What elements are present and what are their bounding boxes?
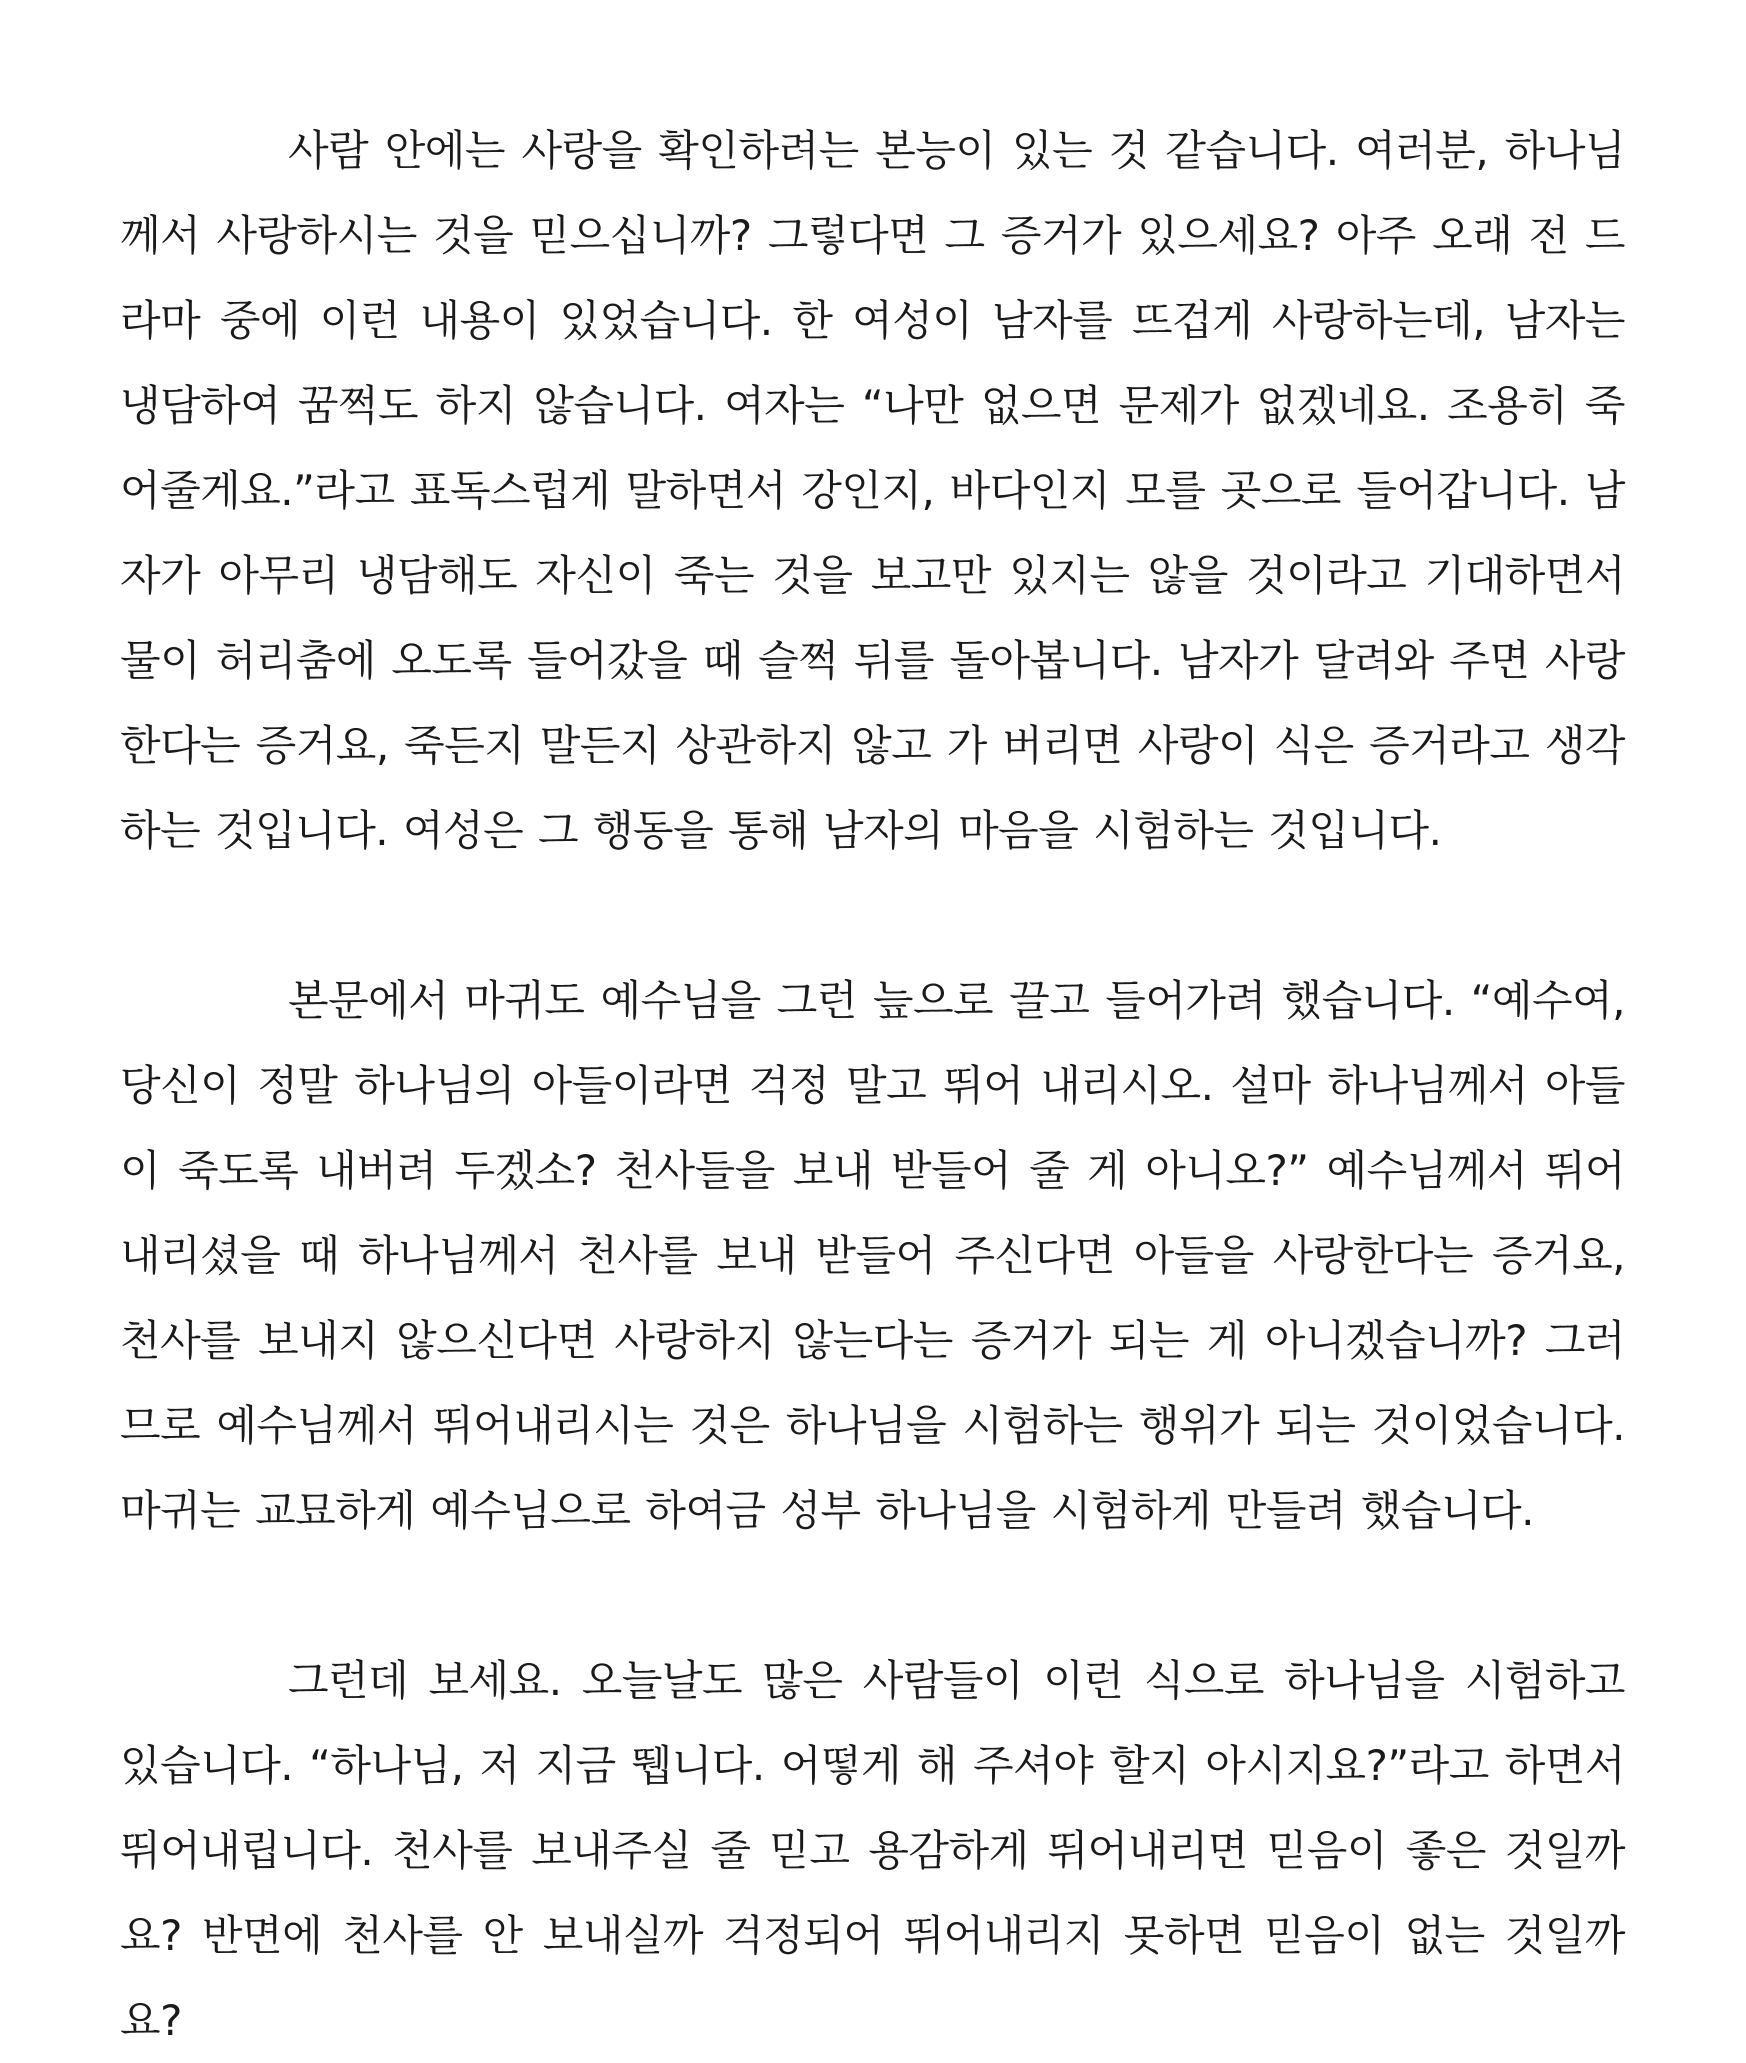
paragraph-1: 사람 안에는 사랑을 확인하려는 본능이 있는 것 같습니다. 여러분, 하나님께서 사랑하시는 것을 믿으십니까? 그렇다면 그 증거가 있으세요? 아주 오래 전 드라마 중에 이런 내용이 있었습니다. 한 여성이 남자를 뜨겁게 사랑하는데, 남자는 냉담하여 꿈쩍도 하지 않습니다. 여자는 “나만 없으면 문제가 없겠네요. 조용히 죽어줄게요.”라고 표독스럽게 말하면서 강인지, 바다인지 모를 곳으로 들어갑니다. 남자가 아무리 냉담해도 자신이 죽는 것을 보고만 있지는 않을 것이라고 기대하면서 물이 허리춤에 오도록 들어갔을 때 슬쩍 뒤를 돌아봅니다. 남자가 달려와 주면 사랑한다는 증거요, 죽든지 말든지 상관하지 않고 가 버리면 사랑이 식은 증거라고 생각하는 것입니다. 여성은 그 행동을 통해 남자의 마음을 시험하는 것입니다.: [120, 126, 1625, 855]
paragraph-3: 그런데 보세요. 오늘날도 많은 사람들이 이런 식으로 하나님을 시험하고 있습니다. “하나님, 저 지금 뛥니다. 어떻게 해 주셔야 할지 아시지요?”라고 하면서 뛰어내립니다. 천사를 보내주실 줄 믿고 용감하게 뛰어내리면 믿음이 좋은 것일까요? 반면에 천사를 안 보내실까 걱정되어 뛰어내리지 못하면 믿음이 없는 것일까요?: [120, 1656, 1625, 2045]
document-page: [120, 108, 1625, 2063]
paragraph-2: 본문에서 마귀도 예수님을 그런 늪으로 끌고 들어가려 했습니다. “예수여, 당신이 정말 하나님의 아들이라면 걱정 말고 뛰어 내리시오. 설마 하나님께서 아들이 죽도록 내버려 두겠소? 천사들을 보내 받들어 줄 게 아니오?” 예수님께서 뛰어내리셨을 때 하나님께서 천사를 보내 받들어 주신다면 아들을 사랑한다는 증거요, 천사를 보내지 않으신다면 사랑하지 않는다는 증거가 되는 게 아니겠습니까? 그러므로 예수님께서 뛰어내리시는 것은 하나님을 시험하는 행위가 되는 것이었습니다. 마귀는 교묘하게 예수님으로 하여금 성부 하나님을 시험하게 만들려 했습니다.: [120, 976, 1625, 1535]
